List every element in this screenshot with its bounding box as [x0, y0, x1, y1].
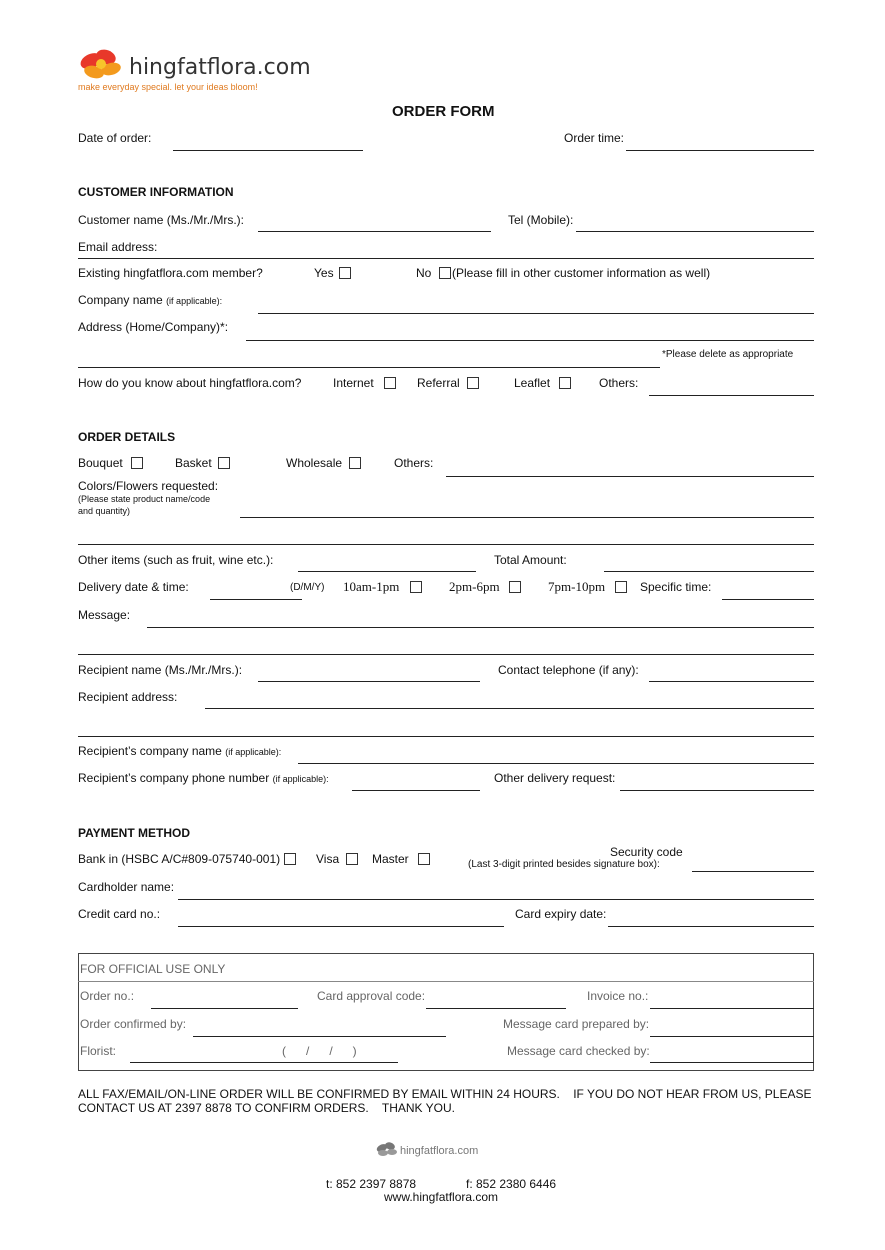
bank-in-checkbox[interactable] [284, 853, 296, 865]
total-amount-label: Total Amount: [494, 553, 567, 567]
type-wholesale-checkbox[interactable] [349, 457, 361, 469]
footer-website: www.hingfatflora.com [384, 1190, 499, 1204]
slot-10am-label: 10am-1pm [343, 579, 400, 594]
company-name-note: (if applicable): [166, 296, 223, 306]
cardholder-label: Cardholder name: [78, 880, 175, 894]
expiry-date-field[interactable] [608, 926, 814, 927]
master-checkbox[interactable] [418, 853, 430, 865]
brand-name: hingfatflora.com [129, 55, 311, 80]
order-no-field[interactable] [151, 1008, 298, 1009]
colors-flowers-label: Colors/Flowers requested: [78, 479, 219, 493]
security-code-field[interactable] [692, 871, 814, 872]
type-basket-label: Basket [175, 456, 212, 470]
brand-tagline: make everyday special. let your ideas bloom! [78, 82, 258, 92]
how-others-label: Others: [599, 376, 639, 390]
page-title: ORDER FORM [392, 103, 495, 120]
total-amount-field[interactable] [604, 571, 814, 572]
how-internet-label: Internet [333, 376, 374, 390]
order-time-label: Order time: [564, 131, 625, 145]
invoice-no-field[interactable] [650, 1008, 814, 1009]
how-internet-checkbox[interactable] [384, 377, 396, 389]
footer-flower-icon [376, 1141, 398, 1157]
footer-fax: f: 852 2380 6446 [466, 1177, 557, 1191]
msg-checked-field[interactable] [650, 1062, 814, 1063]
message-field-1[interactable] [147, 627, 814, 628]
date-of-order-label: Date of order: [78, 131, 152, 145]
slot-2pm-label: 2pm-6pm [449, 579, 500, 594]
footer-tel: t: 852 2397 8878 [326, 1177, 417, 1191]
other-items-label: Other items (such as fruit, wine etc.): [78, 553, 274, 567]
cardholder-field[interactable] [178, 899, 814, 900]
message-field-2[interactable] [78, 654, 814, 655]
official-top-rule [78, 981, 814, 982]
recipient-phone-label-text: Recipient’s company phone number [78, 771, 270, 785]
recipient-phone-field[interactable] [352, 790, 480, 791]
florist-field[interactable] [130, 1062, 398, 1063]
specific-time-field[interactable] [722, 599, 814, 600]
company-name-label-text: Company name [78, 293, 163, 307]
florist-label: Florist: [80, 1044, 116, 1058]
message-label: Message: [78, 608, 131, 622]
other-items-field[interactable] [298, 571, 476, 572]
card-approval-field[interactable] [426, 1008, 566, 1009]
msg-checked-label: Message card checked by: [507, 1044, 650, 1058]
other-delivery-field[interactable] [620, 790, 814, 791]
how-referral-checkbox[interactable] [467, 377, 479, 389]
msg-prepared-field[interactable] [650, 1036, 814, 1037]
member-no-checkbox[interactable] [439, 267, 451, 279]
customer-info-heading: CUSTOMER INFORMATION [78, 185, 234, 199]
email-label: Email address: [78, 240, 158, 254]
slot-7pm-label: 7pm-10pm [548, 579, 606, 594]
bank-in-label: Bank in (HSBC A/C#809-075740-001) [78, 852, 281, 866]
member-yes-label: Yes [314, 266, 334, 280]
type-basket-checkbox[interactable] [218, 457, 230, 469]
msg-prepared-label: Message card prepared by: [503, 1017, 650, 1031]
type-wholesale-label: Wholesale [286, 456, 343, 470]
member-no-note: (Please fill in other customer information as well) [452, 266, 711, 280]
recipient-company-note: (if applicable): [225, 747, 282, 757]
recipient-address-field-1[interactable] [205, 708, 814, 709]
order-details-heading: ORDER DETAILS [78, 430, 176, 444]
contact-telephone-label: Contact telephone (if any): [498, 663, 639, 677]
colors-flowers-note-2: and quantity) [78, 506, 131, 516]
type-others-label: Others: [394, 456, 434, 470]
type-others-field[interactable] [446, 476, 814, 477]
delete-note: *Please delete as appropriate [662, 349, 794, 360]
delivery-label: Delivery date & time: [78, 580, 189, 594]
colors-flowers-field-1[interactable] [240, 517, 814, 518]
visa-checkbox[interactable] [346, 853, 358, 865]
customer-name-field[interactable] [258, 231, 491, 232]
tel-mobile-field[interactable] [576, 231, 814, 232]
slot-2pm-checkbox[interactable] [509, 581, 521, 593]
master-label: Master [372, 852, 409, 866]
company-name-field[interactable] [258, 313, 814, 314]
other-delivery-label: Other delivery request: [494, 771, 616, 785]
address-label: Address (Home/Company)*: [78, 320, 229, 334]
order-confirmed-label: Order confirmed by: [80, 1017, 187, 1031]
address-field-line-2[interactable] [78, 367, 660, 368]
type-bouquet-label: Bouquet [78, 456, 123, 470]
recipient-phone-label [78, 771, 329, 786]
contact-telephone-field[interactable] [649, 681, 814, 682]
colors-flowers-note-1: (Please state product name/code [78, 494, 211, 504]
company-name-label [78, 293, 222, 308]
delivery-date-field[interactable] [210, 599, 302, 600]
member-yes-checkbox[interactable] [339, 267, 351, 279]
address-field-line-1[interactable] [246, 340, 814, 341]
how-others-field[interactable] [649, 395, 814, 396]
notice-line-2: CONTACT US AT 2397 8878 TO CONFIRM ORDERS. THANK YOU. [78, 1101, 455, 1115]
invoice-no-label: Invoice no.: [587, 989, 649, 1003]
order-confirmed-field[interactable] [193, 1036, 446, 1037]
email-field[interactable] [78, 258, 814, 259]
how-referral-label: Referral [417, 376, 460, 390]
date-format-hint: (D/M/Y) [290, 582, 325, 593]
recipient-address-field-2[interactable] [78, 736, 814, 737]
member-question-label: Existing hingfatflora.com member? [78, 266, 263, 280]
how-leaflet-checkbox[interactable] [559, 377, 571, 389]
slot-7pm-checkbox[interactable] [615, 581, 627, 593]
how-know-label: How do you know about hingfatflora.com? [78, 376, 302, 390]
customer-name-label: Customer name (Ms./Mr./Mrs.): [78, 213, 245, 227]
flower-logo-icon [78, 46, 124, 82]
expiry-date-label: Card expiry date: [515, 907, 607, 921]
how-leaflet-label: Leaflet [514, 376, 551, 390]
type-bouquet-checkbox[interactable] [131, 457, 143, 469]
notice-line-1: ALL FAX/EMAIL/ON-LINE ORDER WILL BE CONFIRMED BY EMAIL WITHIN 24 HOURS. IF YOU DO NOT HEAR FROM US, PLEASE [78, 1087, 812, 1101]
recipient-company-field[interactable] [298, 763, 814, 764]
florist-date: ( / / ) [282, 1044, 357, 1058]
recipient-name-field[interactable] [258, 681, 480, 682]
recipient-address-label: Recipient address: [78, 690, 178, 704]
recipient-phone-note: (if applicable): [272, 774, 329, 784]
member-no-label: No [416, 266, 432, 280]
recipient-name-label: Recipient name (Ms./Mr./Mrs.): [78, 663, 243, 677]
credit-card-field[interactable] [178, 926, 504, 927]
slot-10am-checkbox[interactable] [410, 581, 422, 593]
security-code-label: Security code [610, 845, 683, 859]
recipient-company-label-text: Recipient’s company name [78, 744, 222, 758]
order-no-label: Order no.: [80, 989, 135, 1003]
official-heading: FOR OFFICIAL USE ONLY [80, 962, 226, 976]
specific-time-label: Specific time: [640, 580, 712, 594]
colors-flowers-field-2[interactable] [78, 544, 814, 545]
card-approval-label: Card approval code: [317, 989, 426, 1003]
date-of-order-field[interactable] [173, 150, 363, 151]
security-code-note: (Last 3-digit printed besides signature box): [468, 859, 660, 870]
footer-brand: hingfatflora.com [400, 1145, 479, 1157]
recipient-company-label [78, 744, 281, 759]
payment-heading: PAYMENT METHOD [78, 826, 191, 840]
visa-label: Visa [316, 852, 340, 866]
order-time-field[interactable] [626, 150, 814, 151]
tel-mobile-label: Tel (Mobile): [508, 213, 574, 227]
credit-card-label: Credit card no.: [78, 907, 161, 921]
